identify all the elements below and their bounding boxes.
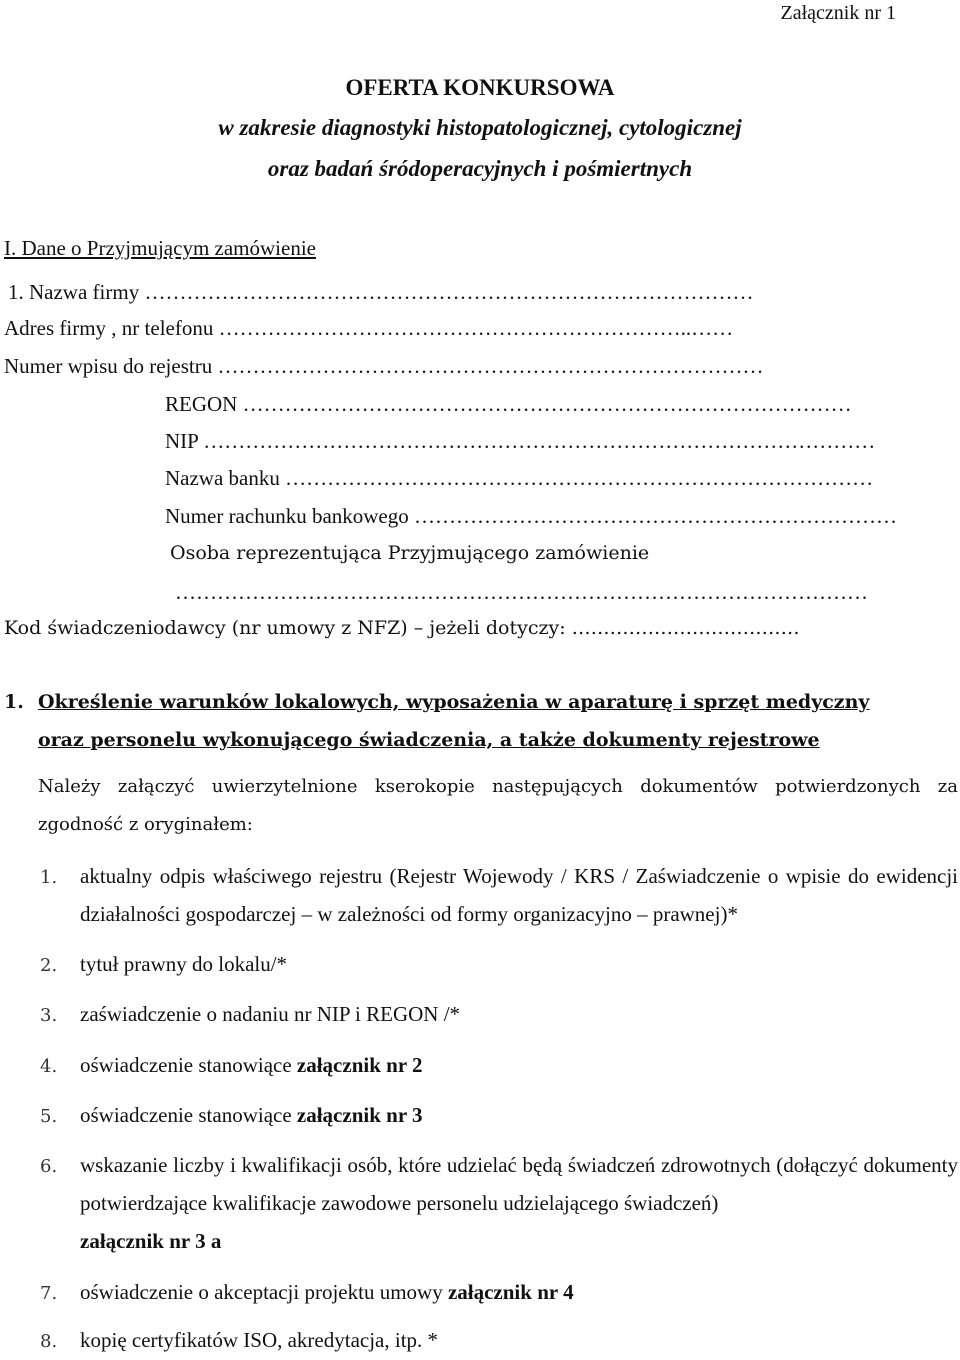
section-2-heading-line2: oraz personelu wykonującego świadczenia, a także dokumenty rejestrowe [38,729,820,751]
doc-item-number: 2. [40,955,58,976]
doc-item-text: kopię certyfikatów ISO, akredytacja, itp. * [80,1328,439,1352]
attachment-reference: załącznik nr 3 [296,1103,423,1127]
section-2-number: 1. [4,691,24,713]
doc-item-text: tytuł prawny do lokalu/* [80,952,288,976]
doc-item-text: oświadczenie stanowiące [80,1053,297,1077]
document-title: OFERTA KONKURSOWA [345,75,615,100]
section-2-heading-line1: Określenie warunków lokalowych, wyposażenia w aparaturę i sprzęt medyczny [38,691,870,713]
doc-item-number: 1. [40,867,58,888]
attachment-reference: załącznik nr 3 a [80,1229,222,1253]
section-heading-i: I. Dane o Przyjmującym zamówienie [4,236,316,260]
doc-item-text: oświadczenie stanowiące [80,1103,297,1127]
attachment-reference: załącznik nr 2 [296,1053,423,1077]
doc-item-row [80,1046,958,1084]
doc-item-number: 3. [40,1005,58,1026]
field-representative-label: Osoba reprezentująca Przyjmującego zamówienie [170,542,650,564]
doc-item-text: oświadczenie o akceptacji projektu umowy [80,1280,448,1304]
doc-item-number: 4. [40,1056,58,1077]
doc-item-text: wskazanie liczby i kwalifikacji osób, które udzielać będą świadczeń zdrowotnych (dołączyć dokumenty potwierdzające kwalifikacje zawodowe personelu udzielającego świadczeń) [80,1153,958,1215]
doc-item-number: 6. [40,1156,58,1177]
doc-item-number: 5. [40,1106,58,1127]
doc-item-row [80,1096,958,1134]
doc-item-row [80,1273,958,1311]
doc-item-number: 8. [40,1331,58,1352]
field-regon: REGON …………………………………………………………………………… [165,392,852,416]
field-registry-number: Numer wpisu do rejestru …………………………………………………………………… [4,354,764,378]
document-subtitle-line2: oraz badań śródoperacyjnych i pośmiertnych [267,156,693,181]
doc-item-number: 7. [40,1283,58,1304]
doc-item-text: zaświadczenie o nadaniu nr NIP i REGON /* [80,1002,461,1026]
attachment-label: Załącznik nr 1 [780,2,896,24]
field-firm-name: 1. Nazwa firmy …………………………………………………………………………… [8,280,754,304]
attachment-reference: załącznik nr 4 [447,1280,574,1304]
doc-item-text: aktualny odpis właściwego rejestru (Rejestr Wojewody / KRS / Zaświadczenie o wpisie do ewidencji działalności gospodarczej – w zależności od formy organizacyjno – prawnej)* [80,864,958,926]
field-representative-dots: ……………………………………………………………………………………… [175,580,868,604]
field-nfz-code: Kod świadczeniodawcy (nr umowy z NFZ) – jeżeli dotyczy: ……………………………… [4,617,800,639]
field-bank-name: Nazwa banku ………………………………………………………………………… [165,466,874,490]
field-firm-address: Adres firmy , nr telefonu …………………………………………………………..…… [4,316,734,340]
doc-item-row [80,1146,958,1260]
document-subtitle-line1: w zakresie diagnostyki histopatologicznej, cytologicznej [218,115,742,140]
field-bank-account: Numer rachunku bankowego …………………………………………………………… [165,504,898,528]
documents-intro: Należy załączyć uwierzytelnione kserokopie następujących dokumentów potwierdzonych za zgodność z oryginałem: [38,776,958,835]
field-nip: NIP …………………………………………………………………………………… [165,429,876,453]
